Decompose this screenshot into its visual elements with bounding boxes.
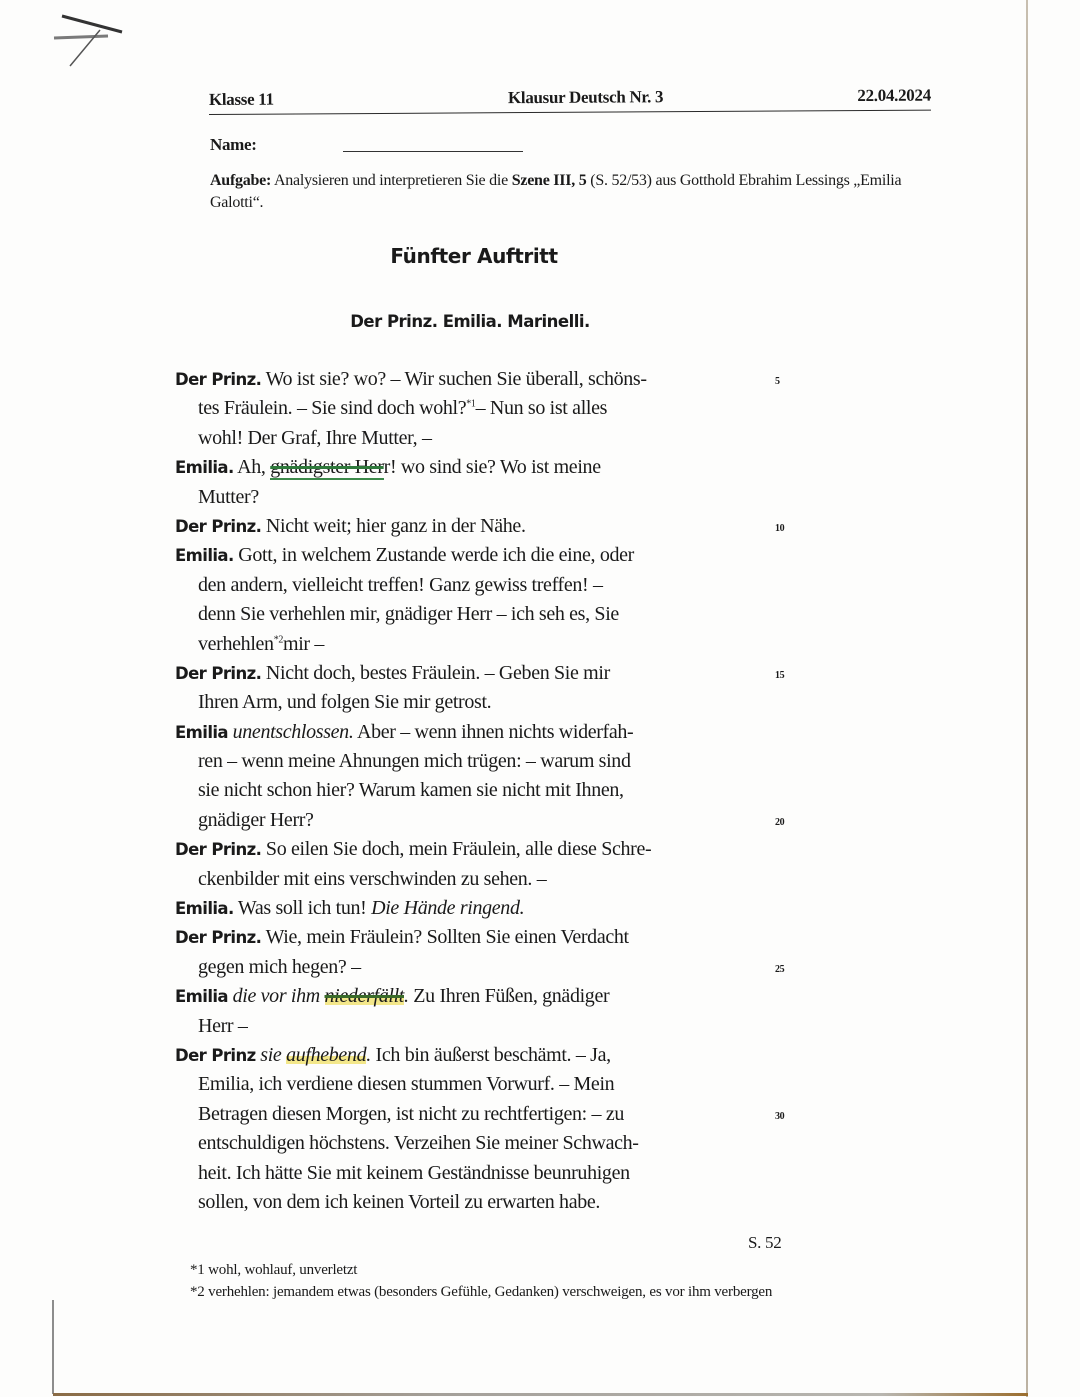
dialogue-line (175, 1041, 795, 1070)
dialogue-line (175, 835, 795, 864)
dialogue-line (175, 453, 795, 482)
speaker-name: Der Prinz. (175, 840, 262, 860)
task-instruction (210, 170, 910, 214)
dialogue-text: denn Sie verhehlen mir, gnädiger Herr – ich seh es, Sie (198, 603, 619, 626)
stage-direction: die vor ihm (227, 985, 325, 1008)
page-number: S. 52 (748, 1233, 782, 1252)
dialogue-line (175, 630, 795, 659)
dialogue-text: Gott, in welchem Zustande werde ich die eine, oder (233, 544, 634, 567)
stage-direction-end: . (366, 1043, 371, 1066)
class-label: Klasse 11 (208, 89, 274, 110)
dialogue-text: So eilen Sie doch, mein Fräulein, alle diese Schre- (261, 838, 652, 861)
line-number: 30 (775, 1110, 785, 1122)
dialogue-line (175, 953, 795, 982)
dialogue-line (175, 718, 795, 747)
speaker-name: Der Prinz. (175, 928, 262, 948)
speaker-name: Emilia (175, 987, 228, 1007)
highlighted-stage-direction: niederfällt (324, 985, 404, 1008)
speaker-name: Emilia. (175, 458, 234, 478)
footnote-2: *2 verhehlen: jemandem etwas (besonders Gefühle, Gedanken) verschweigen, es vor ihm verbergen (190, 1284, 773, 1300)
dialogue-text: Ihren Arm, und folgen Sie mir getrost. (198, 691, 492, 714)
dialogue-line (175, 747, 795, 776)
dialogue-line (175, 923, 795, 952)
stage-direction: unentschlossen. (227, 720, 354, 743)
highlighted-stage-direction: aufhebend (286, 1043, 367, 1066)
exam-date: 22.04.2024 (857, 85, 931, 106)
dialogue-text: wohl! Der Graf, Ihre Mutter, – (198, 426, 432, 449)
page-edge-right (1026, 0, 1028, 1397)
dialogue-text: mir – (283, 632, 325, 655)
dialogue-text: Emilia, ich verdiene diesen stummen Vorwurf. – Mein (198, 1073, 615, 1096)
dialogue-line (175, 571, 795, 600)
dialogue-text: r! wo sind sie? Wo ist meine (383, 456, 601, 479)
dialogue-text: Wie, mein Fräulein? Sollten Sie einen Verdacht (261, 926, 629, 949)
footnote-marker: *2 (273, 633, 284, 645)
footnote-marker: *1 (466, 398, 476, 410)
dialogue-line (175, 776, 795, 805)
struck-highlight-text: gnädigster Her (270, 456, 384, 479)
dialogue-line (175, 1188, 795, 1217)
dialogue-text: entschuldigen höchstens. Verzeihen Sie meiner Schwach- (198, 1132, 639, 1155)
dialogue-line (175, 512, 795, 541)
dialogue-line (175, 1100, 795, 1129)
dialogue-text: sollen, von dem ich keinen Vorteil zu erwarten habe. (198, 1190, 601, 1213)
dialogue-line (175, 365, 795, 394)
dialogue-line (175, 600, 795, 629)
dialogue-text: Aber – wenn ihnen nichts widerfah- (353, 720, 634, 743)
dialogue-text: Nicht doch, bestes Fräulein. – Geben Sie mir (261, 661, 610, 684)
task-text-after: (S. 52/53) aus Gotthold Ebrahim Lessings „Emilia Galotti“. (210, 172, 902, 211)
dialogue-line (175, 806, 795, 835)
line-number: 5 (775, 376, 780, 387)
dialogue-line (175, 394, 795, 423)
dialogue-text: verhehlen (198, 632, 274, 655)
page-edge-bottom (53, 1393, 1028, 1396)
footnotes (190, 1259, 990, 1303)
line-number: 10 (775, 522, 785, 534)
speaker-name: Emilia. (175, 546, 234, 566)
dialogue-line (175, 688, 795, 717)
dialogue-text: gegen mich hegen? – (198, 955, 361, 978)
dialogue-line (175, 1012, 795, 1041)
dialogue-text: Betragen diesen Morgen, ist nicht zu rechtfertigen: – zu (198, 1102, 624, 1125)
dialogue-text: Herr – (198, 1014, 248, 1037)
cast-list: Der Prinz. Emilia. Marinelli. (350, 312, 590, 331)
dialogue-line (175, 1159, 795, 1188)
name-field (210, 135, 523, 155)
dialogue-line (175, 424, 795, 453)
dialogue-line (175, 1070, 795, 1099)
speaker-name: Emilia. (175, 899, 234, 919)
task-scene-ref: Szene III, 5 (511, 172, 587, 189)
dialogue-line (175, 483, 795, 512)
dialogue-text: Mutter? (198, 485, 259, 508)
dialogue-line (175, 659, 795, 688)
dialogue-text: Zu Ihren Füßen, gnädiger (408, 985, 610, 1008)
exam-title: Klausur Deutsch Nr. 3 (507, 87, 664, 108)
dialogue-line (175, 1129, 795, 1158)
dialogue-text: Wo ist sie? wo? – Wir suchen Sie überall, schöns- (261, 368, 647, 390)
dialogue-text: Ah, (233, 456, 271, 479)
line-number: 25 (775, 963, 785, 975)
stage-direction: sie (255, 1043, 287, 1066)
dialogue-line (175, 865, 795, 894)
speaker-name: Der Prinz. (175, 370, 262, 389)
dialogue-text: sie nicht schon hier? Warum kamen sie nicht mit Ihnen, (198, 779, 624, 802)
speaker-name: Emilia (175, 722, 228, 742)
dialogue-line (175, 894, 795, 923)
line-number: 15 (775, 669, 785, 681)
dialogue-text: ckenbilder mit eins verschwinden zu sehen. – (198, 867, 547, 890)
scene-title: Fünfter Auftritt (390, 244, 558, 268)
name-blank-line (343, 150, 523, 152)
dialogue-text: – Nun so ist alles (475, 397, 608, 420)
dialogue-text: Was soll ich tun! (233, 897, 372, 920)
play-text (175, 365, 795, 1217)
dialogue-text: den andern, vielleicht treffen! Ganz gewiss treffen! – (198, 573, 603, 596)
line-number: 20 (775, 816, 785, 828)
dialogue-text: heit. Ich hätte Sie mit keinem Geständnisse beunruhigen (198, 1161, 630, 1184)
stage-direction-end: . (404, 985, 409, 1008)
dialogue-line (175, 541, 795, 570)
exam-header (209, 86, 931, 115)
dialogue-text: Nicht weit; hier ganz in der Nähe. (261, 514, 526, 537)
task-label: Aufgabe: (210, 172, 272, 189)
dialogue-text: gnädiger Herr? (198, 808, 314, 831)
pen-scribble-mark (50, 8, 130, 68)
speaker-name: Der Prinz. (175, 516, 262, 536)
page-edge-left (52, 1300, 54, 1394)
dialogue-text: tes Fräulein. – Sie sind doch wohl? (198, 397, 467, 420)
dialogue-text: Ich bin äußerst beschämt. – Ja, (370, 1043, 611, 1066)
stage-direction: Die Hände ringend. (371, 897, 525, 920)
task-text-before: Analysieren und interpretieren Sie die (271, 172, 512, 189)
speaker-name: Der Prinz (175, 1045, 256, 1065)
dialogue-line (175, 982, 795, 1011)
name-label: Name: (210, 135, 257, 154)
dialogue-text: ren – wenn meine Ahnungen mich trügen: – warum sind (198, 750, 631, 773)
speaker-name: Der Prinz. (175, 663, 262, 683)
footnote-1: *1 wohl, wohlauf, unverletzt (190, 1262, 358, 1278)
